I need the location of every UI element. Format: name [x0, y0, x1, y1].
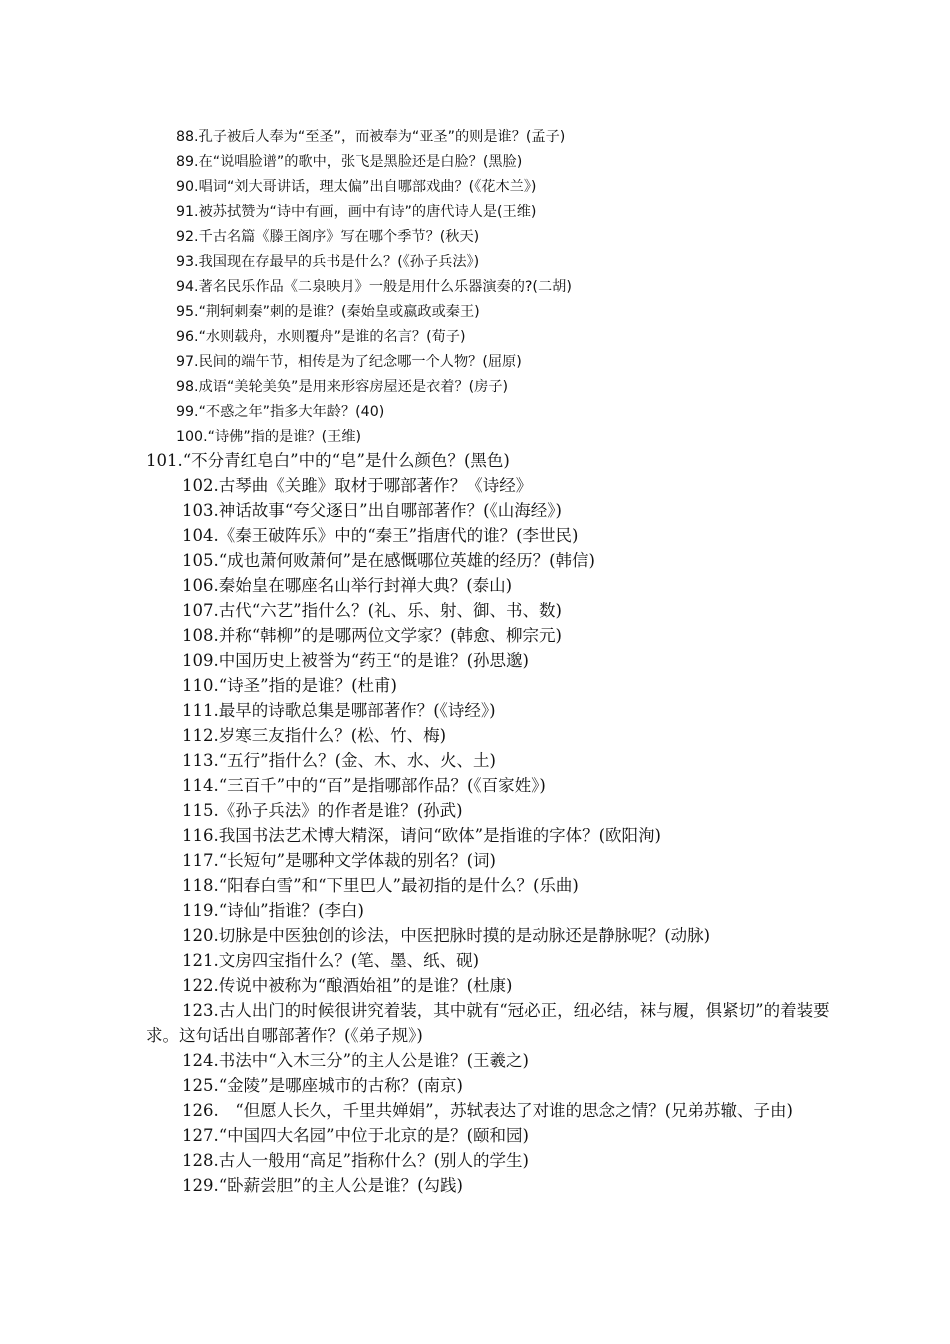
question-item: 113.“五行”指什么？(金、木、水、火、土) [182, 751, 496, 770]
question-item: 109.中国历史上被誉为“药王“的是谁？(孙思邈) [182, 651, 529, 670]
question-item: 125.“金陵”是哪座城市的古称？(南京) [182, 1076, 463, 1095]
question-item: 106.秦始皇在哪座名山举行封禅大典？(泰山) [182, 576, 513, 595]
question-item: 102.古琴曲《关雎》取材于哪部著作？《诗经》 [182, 476, 533, 495]
question-item: 124.书法中“入木三分”的主人公是谁？(王羲之) [182, 1051, 529, 1070]
question-item: 92.千古名篇《滕王阁序》写在哪个季节？(秋天) [176, 229, 480, 245]
question-item: 91.被苏拭赞为“诗中有画，画中有诗”的唐代诗人是(王维) [176, 204, 537, 220]
question-item: 120.切脉是中医独创的诊法，中医把脉时摸的是动脉还是静脉呢？(动脉) [182, 926, 711, 945]
question-item: 98.成语“美轮美奂”是用来形容房屋还是衣着？(房子) [176, 379, 509, 395]
question-list-part-2 [146, 448, 846, 1198]
question-item: 118.“阳春白雪”和“下里巴人”最初指的是什么？(乐曲) [182, 876, 579, 895]
question-item: 93.我国现在存最早的兵书是什么？(《孙子兵法》) [176, 254, 480, 270]
question-item: 119.“诗仙”指谁？(李白) [182, 901, 364, 920]
question-item: 100.“诗佛”指的是谁？(王维) [176, 429, 362, 445]
question-item: 88.孔子被后人奉为“至圣”，而被奉为“亚圣”的则是谁？(孟子) [176, 129, 566, 145]
question-item: 116.我国书法艺术博大精深，请问“欧体”是指谁的字体？(欧阳洵) [182, 826, 661, 845]
question-item: 94.著名民乐作品《二泉映月》一般是用什么乐器演奏的?(二胡) [176, 279, 572, 295]
question-item: 96.“水则载舟，水则覆舟”是谁的名言？(荀子) [176, 329, 466, 345]
question-item: 121.文房四宝指什么？(笔、墨、纸、砚) [182, 951, 480, 970]
question-item: 95.“荆轲刺秦”刺的是谁？(秦始皇或嬴政或秦王) [176, 304, 480, 320]
question-item: 99.“不惑之年”指多大年龄？(40) [176, 404, 385, 420]
question-item: 117.“长短句”是哪种文学体裁的别名？(词) [182, 851, 496, 870]
question-item: 128.古人一般用“高足”指称什么？(别人的学生) [182, 1151, 529, 1170]
question-item: 101.“不分青红皂白”中的“皂”是什么颜色？(黑色) [146, 451, 510, 470]
question-item: 110.“诗圣”指的是谁？(杜甫) [182, 676, 397, 695]
question-item: 112.岁寒三友指什么？(松、竹、梅) [182, 726, 447, 745]
question-item: 123.古人出门的时候很讲究着装，其中就有“冠必正，纽必结，袜与履，俱紧切”的着装要求。这句话出自哪部著作？(《弟子规》) [146, 1001, 830, 1045]
question-item: 111.最早的诗歌总集是哪部著作？(《诗经》) [182, 701, 496, 720]
question-item: 114.“三百千”中的“百”是指哪部作品？(《百家姓》) [182, 776, 546, 795]
question-item: 104.《秦王破阵乐》中的“秦王”指唐代的谁？(李世民) [182, 526, 579, 545]
question-item: 105.“成也萧何败萧何”是在感慨哪位英雄的经历？(韩信) [182, 551, 595, 570]
question-item: 107.古代“六艺”指什么？(礼、乐、射、御、书、数) [182, 601, 562, 620]
question-item: 122.传说中被称为“酿酒始祖”的是谁？(杜康) [182, 976, 513, 995]
question-item: 89.在“说唱脸谱”的歌中，张飞是黑脸还是白脸？(黑脸) [176, 154, 523, 170]
question-list-part-1 [176, 125, 896, 450]
question-item: 103.神话故事“夸父逐日”出自哪部著作？(《山海经》) [182, 501, 562, 520]
question-item: 108.并称“韩柳”的是哪两位文学家？(韩愈、柳宗元) [182, 626, 562, 645]
question-item: 127.“中国四大名园”中位于北京的是？(颐和园) [182, 1126, 529, 1145]
question-item: 90.唱词“刘大哥讲话，理太偏”出自哪部戏曲？(《花木兰》) [176, 179, 537, 195]
question-item: 115.《孙子兵法》的作者是谁？(孙武) [182, 801, 463, 820]
question-item: 97.民间的端午节，相传是为了纪念哪一个人物？(屈原) [176, 354, 522, 370]
question-item: 126. “但愿人长久，千里共婵娟”，苏轼表达了对谁的思念之情？(兄弟苏辙、子由) [182, 1101, 793, 1120]
question-item: 129.“卧薪尝胆”的主人公是谁？(勾践) [182, 1176, 463, 1195]
